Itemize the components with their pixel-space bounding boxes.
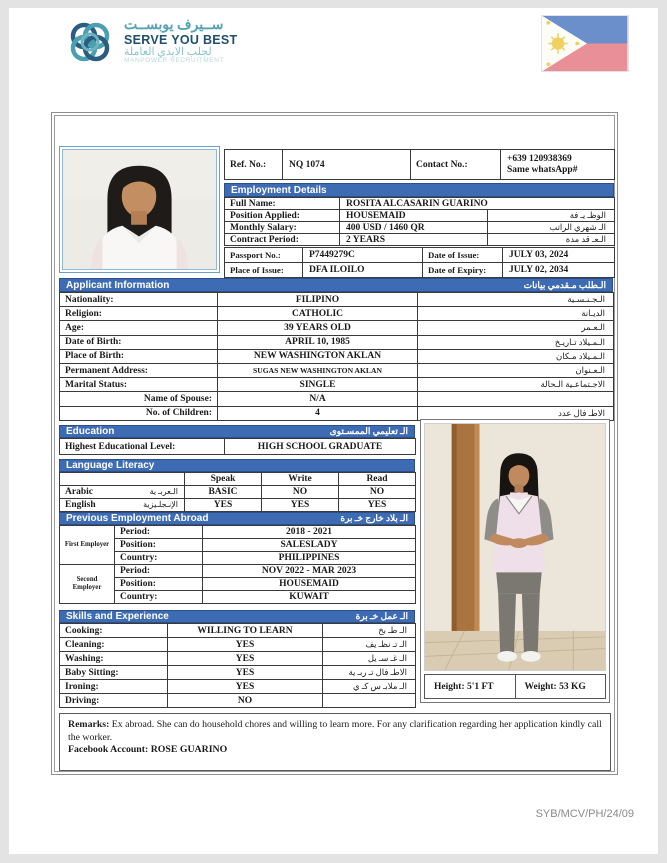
full-name-value: ROSITA ALCASARIN GUARINO [340,198,615,210]
language-literacy-table [59,472,416,512]
table-row [60,473,416,486]
place-of-birth-label: Place of Birth: [60,349,218,363]
write-column-header: Write [262,473,339,486]
table-row [60,499,416,512]
religion-label: Religion: [60,307,218,321]
remarks-box [59,713,611,771]
first-employer-label: First Employer [60,526,115,565]
table-row [225,198,615,210]
first-period-value: 2018 - 2021 [203,526,416,539]
arabic-language-name: Arabic [65,487,93,497]
logo-name: SERVE YOU BEST [124,32,238,47]
portrait-illustration [63,150,216,269]
permanent-address-label: Permanent Address: [60,363,218,377]
table-row [60,335,614,349]
monthly-salary-value: 400 USD / 1460 QR [340,222,488,234]
ironing-arabic: الـ ملابـ س كـ ي [323,680,416,694]
age-value: 39 YEARS OLD [218,321,418,335]
marital-status-value: SINGLE [218,378,418,392]
arabic-write-value: NO [262,486,339,499]
table-row [60,321,614,335]
date-of-birth-label: Date of Birth: [60,335,218,349]
second-period-label: Period: [115,565,203,578]
no-of-children-arabic: الاطـ فال عدد [418,406,614,420]
monthly-salary-label: Monthly Salary: [225,222,340,234]
applicant-portrait-photo [59,146,220,273]
applicant-information-title-arabic: الـطلب مـقدمي بيانات [523,279,606,290]
english-read-value: YES [339,499,416,512]
table-row [60,307,614,321]
cleaning-label: Cleaning: [60,638,168,652]
first-country-label: Country: [115,552,203,565]
washing-value: YES [168,652,323,666]
permanent-address-arabic: الـعـنوان [418,363,614,377]
read-column-header: Read [339,473,416,486]
english-write-value: YES [262,499,339,512]
age-label: Age: [60,321,218,335]
facebook-value: ROSE GUARINO [150,744,228,756]
washing-label: Washing: [60,652,168,666]
philippines-flag-icon [541,15,629,72]
skills-title: Skills and Experience [66,611,169,622]
table-row [60,378,614,392]
applicant-information-title: Applicant Information [66,279,170,291]
contact-number: +639 120938369 [507,153,572,164]
name-of-spouse-arabic [418,392,614,406]
baby-sitting-value: YES [168,666,323,680]
cooking-arabic: الـ طـ بخ [323,624,416,638]
date-of-expiry-label: Date of Expiry: [423,263,503,278]
monthly-salary-arabic: الـ شهري الراتب [488,222,615,234]
date-of-issue-label: Date of Issue: [423,248,503,263]
table-row [225,248,615,263]
cooking-value: WILLING TO LEARN [168,624,323,638]
passport-no-label: Passport No.: [225,248,303,263]
applicant-fullbody-photo [424,423,606,671]
arabic-language-label [60,486,185,499]
name-of-spouse-label: Name of Spouse: [60,392,218,406]
nationality-value: FILIPINO [218,293,418,307]
first-period-label: Period: [115,526,203,539]
table-row [60,293,614,307]
age-arabic: الـعـمر [418,321,614,335]
position-applied-value: HOUSEMAID [340,210,488,222]
logo-knot-icon [64,16,116,68]
marital-status-arabic: الاجـتماعـية الـحالة [418,378,614,392]
table-row [225,222,615,234]
second-position-value: HOUSEMAID [203,578,416,591]
applicant-fullbody-photo-panel [420,419,610,703]
table-row [60,486,416,499]
place-of-birth-arabic: الـمـيلاد مـكان [418,349,614,363]
first-country-value: PHILIPPINES [203,552,416,565]
name-of-spouse-value: N/A [218,392,418,406]
english-speak-value: YES [185,499,262,512]
skills-header [59,610,415,623]
language-literacy-header [59,459,415,472]
date-of-issue-value: JULY 03, 2024 [503,248,615,263]
table-row [60,349,614,363]
religion-arabic: الديـانة [418,307,614,321]
previous-employment-title: Previous Employment Abroad [66,513,209,524]
education-level-value: HIGH SCHOOL GRADUATE [225,439,416,455]
religion-value: CATHOLIC [218,307,418,321]
full-name-label: Full Name: [225,198,340,210]
first-position-label: Position: [115,539,203,552]
document-page [9,8,658,854]
english-language-arabic: الإنـجلـيزية [143,500,178,509]
document-reference-code: SYB/MCV/PH/24/09 [535,808,634,820]
contact-no-label: Contact No.: [411,150,501,180]
passport-table [224,247,615,278]
table-row [60,666,416,680]
cooking-label: Cooking: [60,624,168,638]
facebook-label: Facebook Account: [68,744,151,756]
passport-no-value: P7449279C [303,248,423,263]
skills-title-arabic: الـ عمل خـ برة [355,611,408,621]
speak-column-header: Speak [185,473,262,486]
logo-arabic-tagline: لجلب الايدي العاملة [124,45,212,58]
arabic-language-arabic: الـعربـ ية [149,487,178,496]
details-left-column [59,425,415,708]
english-language-name: English [65,500,96,510]
arabic-read-value: NO [339,486,416,499]
date-of-expiry-value: JULY 02, 2034 [503,263,615,278]
table-row [60,526,416,539]
applicant-information-section [59,278,613,421]
nationality-label: Nationality: [60,293,218,307]
table-row [60,694,416,708]
previous-employment-title-arabic: الـ بلاد خارج خـ برة [340,513,408,523]
arabic-speak-value: BASIC [185,486,262,499]
ref-no-label: Ref. No.: [225,150,283,180]
agency-logo [64,16,238,68]
place-of-birth-value: NEW WASHINGTON AKLAN [218,349,418,363]
remarks-body: Ex abroad. She can do household chores and willing to learn more. For any clarification regarding her application kindly call the worker. [68,719,602,743]
contract-period-arabic: الـعـ قد مدة [488,234,615,246]
table-row [225,234,615,246]
height-value: Height: 5'1 FT [425,675,516,699]
driving-arabic [323,694,416,708]
previous-employment-header [59,512,415,525]
table-row [60,680,416,694]
table-row [60,638,416,652]
second-country-label: Country: [115,591,203,604]
english-language-label [60,499,185,512]
education-title: Education [66,426,115,437]
skills-table [59,623,416,708]
employment-header-block [224,149,614,278]
date-of-birth-value: APRIL 10, 1985 [218,335,418,349]
no-of-children-label: No. of Children: [60,406,218,420]
second-period-value: NOV 2022 - MAR 2023 [203,565,416,578]
nationality-arabic: الـجـنـسـية [418,293,614,307]
table-row [60,565,416,578]
language-blank-cell [60,473,185,486]
second-employer-label: Second Employer [60,565,115,604]
logo-tagline: MANPOWER RECRUITMENT [124,57,225,65]
contract-period-label: Contract Period: [225,234,340,246]
contact-no-value [501,150,615,180]
applicant-information-table [59,292,614,421]
reference-row [225,150,615,180]
whatsapp-note: Same whatsApp# [507,164,578,175]
education-header [59,425,415,438]
fullbody-illustration [425,424,605,670]
no-of-children-value: 4 [218,406,418,420]
date-of-birth-arabic: الـمـيلاد تـاريـخ [418,335,614,349]
baby-sitting-arabic: الاطـ فال تـ ربـ ية [323,666,416,680]
employment-details-table [224,197,615,246]
table-row [60,652,416,666]
place-of-issue-value: DFA ILOILO [303,263,423,278]
second-country-value: KUWAIT [203,591,416,604]
place-of-issue-label: Place of Issue: [225,263,303,278]
position-applied-label: Position Applied: [225,210,340,222]
employment-details-header [224,183,614,197]
second-position-label: Position: [115,578,203,591]
washing-arabic: الـ غـ سـ يل [323,652,416,666]
permanent-address-value: SUGAS NEW WASHINGTON AKLAN [218,363,418,377]
marital-status-label: Marital Status: [60,378,218,392]
table-row [225,210,615,222]
table-row [60,439,416,455]
cleaning-arabic: الـ تـ نظـ يف [323,638,416,652]
remarks-text [68,719,602,744]
height-weight-table [424,674,606,699]
contract-period-value: 2 YEARS [340,234,488,246]
cv-main-frame [51,112,618,775]
applicant-information-header [59,278,613,292]
table-row [60,624,416,638]
driving-value: NO [168,694,323,708]
employment-details-title: Employment Details [231,184,327,196]
table-row [60,363,614,377]
first-position-value: SALESLADY [203,539,416,552]
position-applied-arabic: الوظـ يـ فة [488,210,615,222]
education-table [59,438,416,455]
remarks-label: Remarks: [68,719,110,730]
reference-table [224,149,615,180]
education-title-arabic: الـ تعليمي الممسـتوى [329,426,408,436]
ironing-label: Ironing: [60,680,168,694]
baby-sitting-label: Baby Sitting: [60,666,168,680]
logo-arabic-name: ســيرف يوبســت [124,17,224,33]
language-literacy-title: Language Literacy [66,460,155,471]
weight-value: Weight: 53 KG [515,675,606,699]
ref-no-value: NQ 1074 [283,150,411,180]
driving-label: Driving: [60,694,168,708]
previous-employment-table [59,525,416,604]
cleaning-value: YES [168,638,323,652]
table-row [225,263,615,278]
ironing-value: YES [168,680,323,694]
education-level-label: Highest Educational Level: [60,439,225,455]
table-row [425,675,606,699]
facebook-account-line [68,744,602,757]
table-row [60,392,614,406]
